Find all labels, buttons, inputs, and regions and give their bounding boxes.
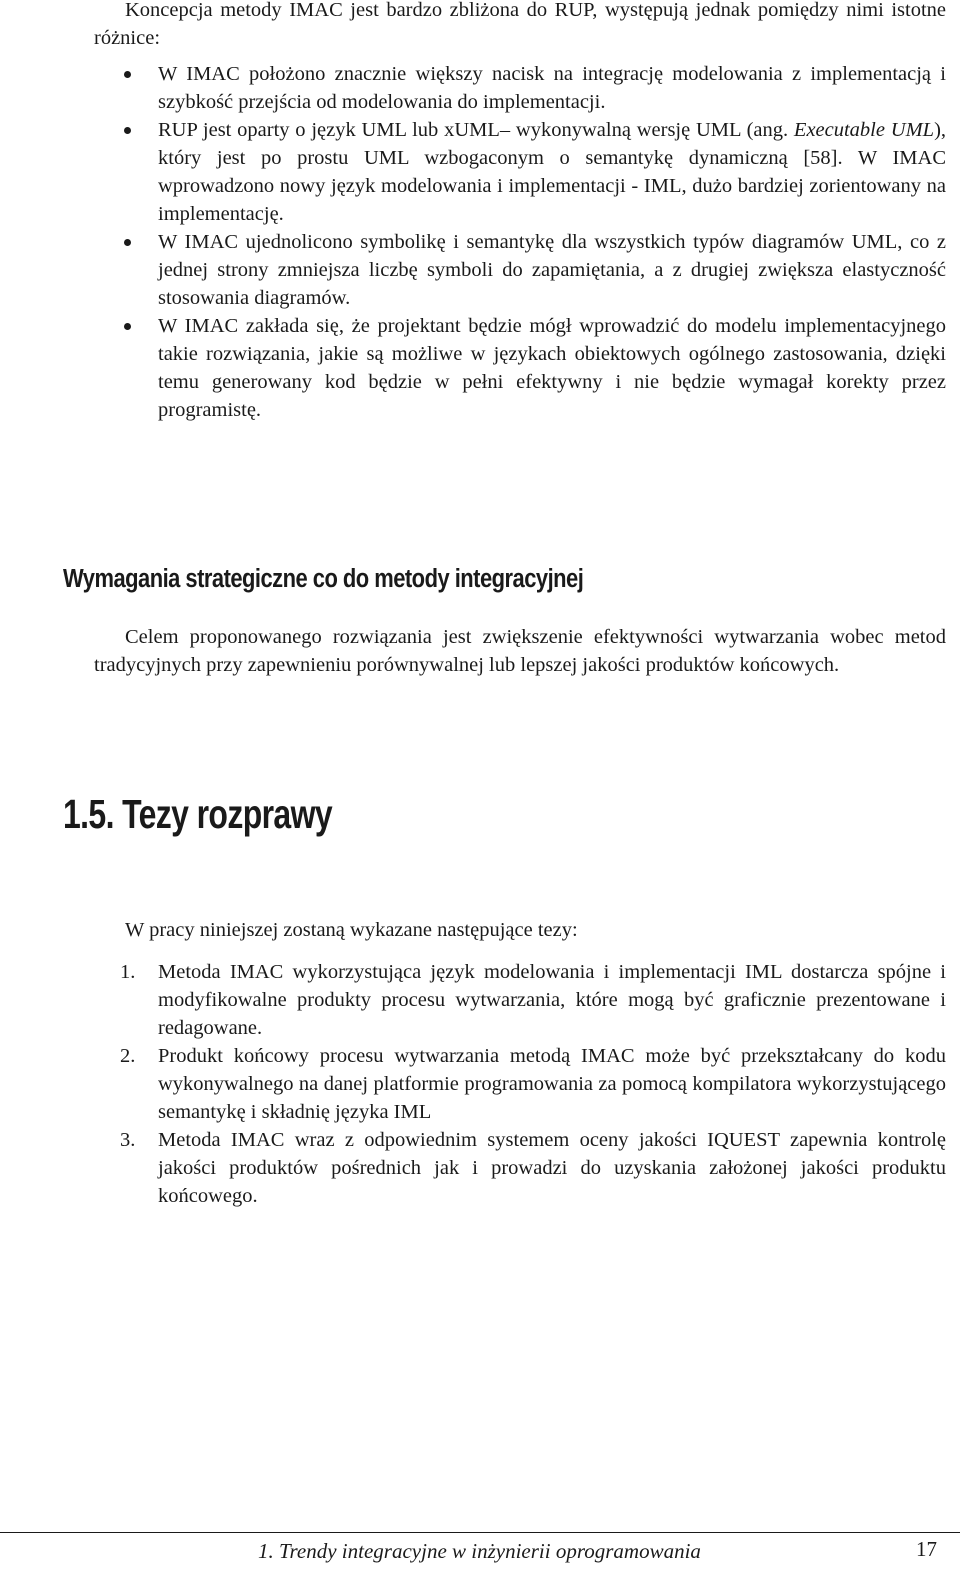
- list-item: [94, 1126, 946, 1210]
- list-number: 2.: [120, 1045, 136, 1067]
- list-item-text: W IMAC zakłada się, że projektant będzie mógł wprowadzić do modelu implementacyjnego takie rozwiązania, jakie są możliwe w językach obiektowych ogólnego zastosowania, dzięki temu generowany kod będzie w pełni efektywny i nie będzie wymagał korekty przez programistę.: [158, 315, 946, 421]
- list-item-text-before: RUP jest oparty o język UML lub xUML– wykonywalną wersję UML (ang.: [158, 119, 794, 141]
- differences-list: [94, 60, 946, 424]
- list-item: [94, 60, 946, 116]
- bullet-icon: [124, 127, 131, 134]
- list-item-text: Metoda IMAC wykorzystująca język modelowania i implementacji IML dostarcza spójne i modyfikowalne produkty procesu wytwarzania, które mogą być graficznie prezentowane i redagowane.: [158, 961, 946, 1039]
- section-heading-theses: 1.5. Tezy rozprawy: [63, 791, 333, 837]
- list-item: [94, 1042, 946, 1126]
- theses-list: [94, 958, 946, 1210]
- section-heading-strategic: Wymagania strategiczne co do metody integracyjnej: [63, 565, 584, 593]
- list-item: [94, 228, 946, 312]
- strategic-paragraph: Celem proponowanego rozwiązania jest zwiększenie efektywności wytwarzania wobec metod tradycyjnych przy zapewnieniu porównywalnej lub lepszej jakości produktów końcowych.: [94, 626, 946, 676]
- theses-intro: W pracy niniejszej zostaną wykazane następujące tezy:: [125, 919, 578, 941]
- list-item-text: Produkt końcowy procesu wytwarzania metodą IMAC może być przekształcany do kodu wykonywalnego na danej platformie programowania za pomocą kompilatora wykorzystującego semantykę i składnię języka IML: [158, 1045, 946, 1123]
- page-number: 17: [916, 1537, 937, 1561]
- list-item-text: W IMAC ujednolicono symbolikę i semantykę dla wszystkich typów diagramów UML, co z jednej strony zmniejsza liczbę symboli do zapamiętania, a z drugiej zwiększa elastyczność stosowania diagramów.: [158, 231, 946, 309]
- list-number: 3.: [120, 1129, 136, 1151]
- list-item-text-italic: Executable UML: [793, 119, 935, 141]
- footer-divider: [0, 1532, 960, 1533]
- list-item-text: Metoda IMAC wraz z odpowiednim systemem oceny jakości IQUEST zapewnia kontrolę jakości produktów pośrednich jak i prowadzi do uzyskania założonej jakości produktu końcowego.: [158, 1129, 946, 1207]
- list-item-text: W IMAC położono znacznie większy nacisk na integrację modelowania z implementacją i szybkość przejścia od modelowania do implementacji.: [158, 63, 946, 113]
- list-item-text-after: ), który jest po prostu UML wzbogaconym o semantykę dynamiczną [58]. W IMAC wprowadzono nowy język modelowania i implementacji - IML, dużo bardziej zorientowany na implementację.: [158, 119, 947, 225]
- bullet-icon: [124, 239, 131, 246]
- list-item: [94, 312, 946, 424]
- intro-paragraph: Koncepcja metody IMAC jest bardzo zbliżona do RUP, występują jednak pomiędzy nimi istotne różnice:: [94, 0, 946, 49]
- footer-chapter-title: 1. Trendy integracyjne w inżynierii oprogramowania: [258, 1539, 701, 1563]
- list-item: [94, 958, 946, 1042]
- list-item: [94, 116, 946, 228]
- bullet-icon: [124, 323, 131, 330]
- bullet-icon: [124, 71, 131, 78]
- list-number: 1.: [120, 961, 136, 983]
